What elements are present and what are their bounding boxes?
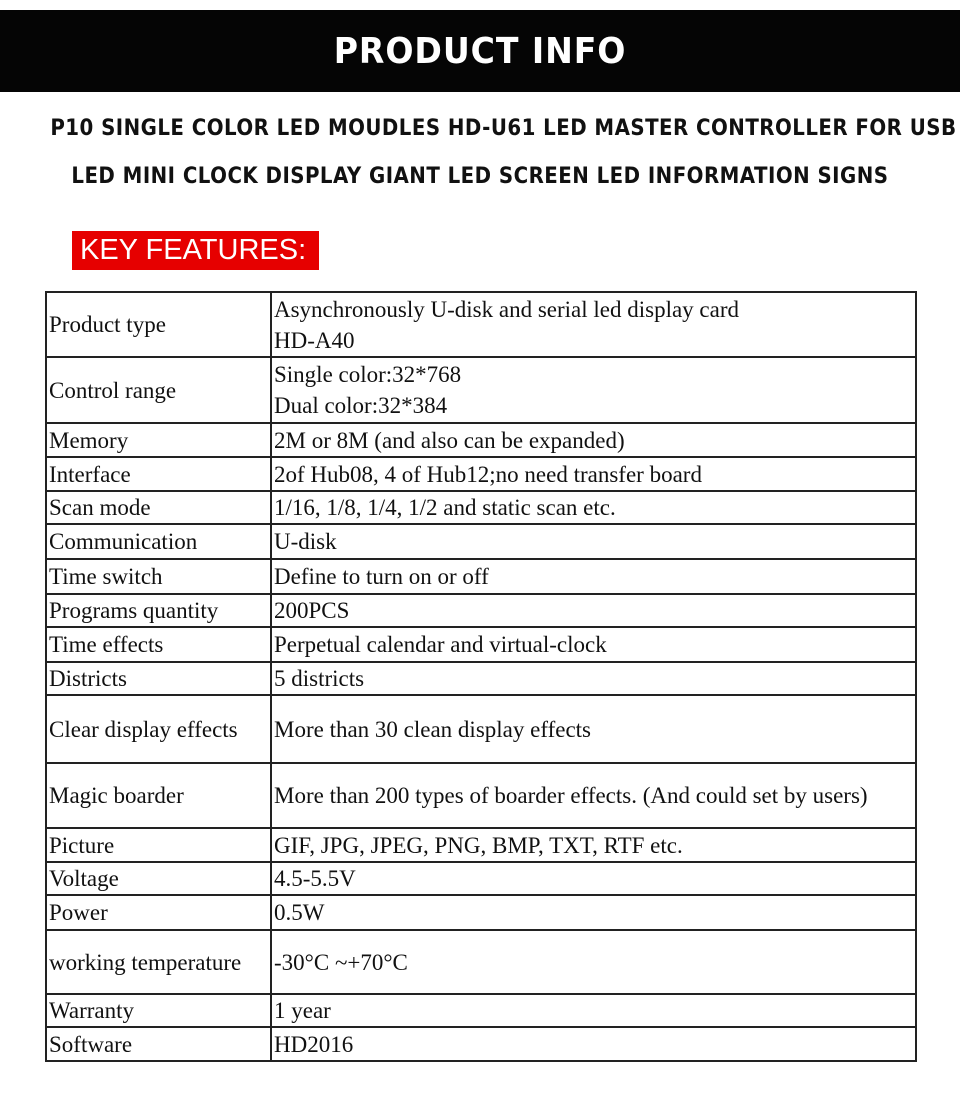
spec-value-line: Perpetual calendar and virtual-clock <box>274 632 607 657</box>
spec-label: Control range <box>46 357 271 423</box>
page-title: PRODUCT INFO <box>333 30 627 72</box>
spec-row <box>46 1027 916 1061</box>
spec-label: Time effects <box>46 627 271 662</box>
spec-value-line: 2of Hub08, 4 of Hub12;no need transfer board <box>274 461 702 487</box>
spec-value-line: Single color:32*768 <box>274 362 462 387</box>
product-subtitle-text-2: LED MINI CLOCK DISPLAY GIANT LED SCREEN LED INFORMATION SIGNS <box>71 164 889 189</box>
spec-value <box>271 524 916 559</box>
spec-table <box>45 291 917 1062</box>
spec-value-line: More than 200 types of boarder effects. (And could set by users) <box>274 783 868 808</box>
spec-row <box>46 292 916 357</box>
spec-value-line: 5 districts <box>274 666 365 691</box>
spec-value-line: HD-A40 <box>274 327 355 353</box>
spec-table-body <box>46 292 916 1061</box>
spec-label: Magic boarder <box>46 763 271 828</box>
spec-value-line: 2M or 8M (and also can be expanded) <box>274 427 625 453</box>
spec-row <box>46 524 916 559</box>
spec-row <box>46 862 916 895</box>
spec-value-line: 4.5-5.5V <box>274 866 356 891</box>
spec-row <box>46 357 916 423</box>
spec-row <box>46 930 916 994</box>
spec-value-line: Asynchronously U-disk and serial led display card <box>274 296 740 322</box>
spec-label: Voltage <box>46 862 271 895</box>
spec-value <box>271 594 916 627</box>
spec-value-line: U-disk <box>274 529 337 554</box>
spec-row <box>46 895 916 930</box>
spec-label: Programs quantity <box>46 594 271 627</box>
spec-value <box>271 828 916 862</box>
spec-value <box>271 763 916 828</box>
spec-value-line: -30°C ~+70°C <box>274 949 408 975</box>
spec-label: Memory <box>46 423 271 457</box>
spec-value <box>271 357 916 423</box>
product-subtitle-line-1 <box>0 116 960 141</box>
spec-value <box>271 930 916 994</box>
spec-row <box>46 491 916 524</box>
spec-row <box>46 457 916 491</box>
spec-value-line: Define to turn on or off <box>274 564 489 589</box>
spec-value <box>271 559 916 594</box>
spec-row <box>46 763 916 828</box>
spec-label: Clear display effects <box>46 695 271 763</box>
spec-value-line: HD2016 <box>274 1031 354 1057</box>
product-subtitle-line-2 <box>0 164 960 189</box>
header-banner <box>0 10 960 92</box>
spec-value <box>271 457 916 491</box>
spec-value <box>271 895 916 930</box>
spec-value-line: Dual color:32*384 <box>274 393 448 418</box>
spec-value-line: 1 year <box>274 998 331 1023</box>
spec-row <box>46 594 916 627</box>
spec-value-line: GIF, JPG, JPEG, PNG, BMP, TXT, RTF etc. <box>274 832 683 858</box>
spec-value <box>271 292 916 357</box>
spec-label: Communication <box>46 524 271 559</box>
spec-label: Time switch <box>46 559 271 594</box>
spec-value-line: 0.5W <box>274 900 325 925</box>
spec-label: Product type <box>46 292 271 357</box>
spec-label: Picture <box>46 828 271 862</box>
spec-label: Software <box>46 1027 271 1061</box>
spec-value <box>271 491 916 524</box>
spec-value <box>271 1027 916 1061</box>
spec-label: Scan mode <box>46 491 271 524</box>
spec-value <box>271 994 916 1027</box>
spec-row <box>46 662 916 695</box>
key-features-heading: KEY FEATURES: <box>72 231 319 270</box>
spec-row <box>46 627 916 662</box>
product-subtitle-text-1: P10 SINGLE COLOR LED MOUDLES HD-U61 LED MASTER CONTROLLER FOR USB <box>50 116 957 141</box>
spec-value <box>271 662 916 695</box>
spec-row <box>46 994 916 1027</box>
spec-row <box>46 423 916 457</box>
spec-label: working temperature <box>46 930 271 994</box>
spec-label: Interface <box>46 457 271 491</box>
spec-row <box>46 695 916 763</box>
spec-value-line: 1/16, 1/8, 1/4, 1/2 and static scan etc. <box>274 495 616 520</box>
spec-value <box>271 862 916 895</box>
spec-value <box>271 423 916 457</box>
spec-label: Power <box>46 895 271 930</box>
spec-value-line: 200PCS <box>274 598 350 623</box>
spec-label: Warranty <box>46 994 271 1027</box>
spec-row <box>46 828 916 862</box>
spec-value-line: More than 30 clean display effects <box>274 716 591 742</box>
spec-row <box>46 559 916 594</box>
spec-value <box>271 627 916 662</box>
spec-label: Districts <box>46 662 271 695</box>
spec-value <box>271 695 916 763</box>
